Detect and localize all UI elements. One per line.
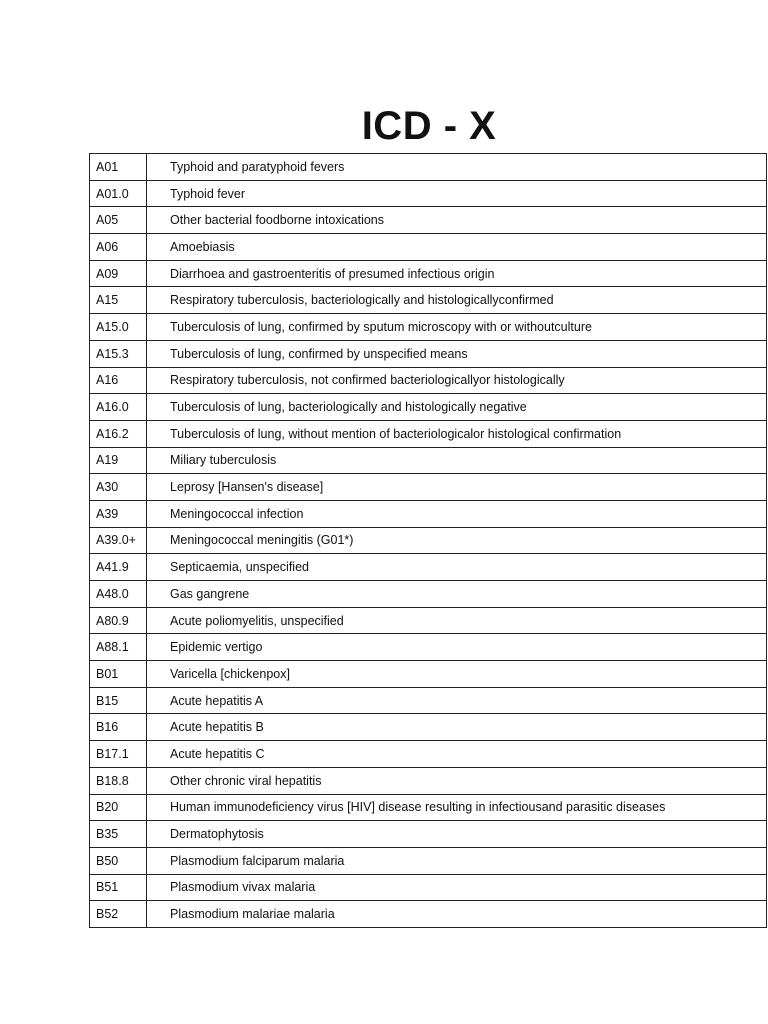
icd-code-cell: A15.0 bbox=[90, 314, 147, 341]
icd-description-cell: Septicaemia, unspecified bbox=[147, 554, 767, 581]
table-row bbox=[90, 447, 767, 474]
table-row bbox=[90, 234, 767, 261]
icd-code-cell: A30 bbox=[90, 474, 147, 501]
icd-description-cell: Other chronic viral hepatitis bbox=[147, 767, 767, 794]
icd-description-cell: Human immunodeficiency virus [HIV] disease resulting in infectiousand parasitic diseases bbox=[147, 794, 767, 821]
icd-code-cell: A15.3 bbox=[90, 340, 147, 367]
icd-code-cell: A39.0+ bbox=[90, 527, 147, 554]
icd-description-cell: Respiratory tuberculosis, bacteriologically and histologicallyconfirmed bbox=[147, 287, 767, 314]
table-row bbox=[90, 367, 767, 394]
table-row bbox=[90, 847, 767, 874]
icd-code-table-body bbox=[90, 154, 767, 928]
table-row bbox=[90, 661, 767, 688]
icd-description-cell: Dermatophytosis bbox=[147, 821, 767, 848]
icd-description-cell: Meningococcal meningitis (G01*) bbox=[147, 527, 767, 554]
icd-code-cell: B50 bbox=[90, 847, 147, 874]
icd-code-cell: A16.2 bbox=[90, 420, 147, 447]
icd-code-cell: B15 bbox=[90, 687, 147, 714]
icd-code-cell: B17.1 bbox=[90, 741, 147, 768]
icd-code-cell: A06 bbox=[90, 234, 147, 261]
icd-code-cell: A01.0 bbox=[90, 180, 147, 207]
icd-code-cell: B35 bbox=[90, 821, 147, 848]
icd-code-cell: A09 bbox=[90, 260, 147, 287]
table-row bbox=[90, 687, 767, 714]
table-row bbox=[90, 581, 767, 608]
table-row bbox=[90, 154, 767, 181]
table-row bbox=[90, 741, 767, 768]
icd-code-cell: B16 bbox=[90, 714, 147, 741]
table-row bbox=[90, 180, 767, 207]
icd-code-cell: A48.0 bbox=[90, 581, 147, 608]
table-row bbox=[90, 554, 767, 581]
page-title: ICD - X bbox=[361, 104, 497, 148]
icd-description-cell: Tuberculosis of lung, confirmed by unspecified means bbox=[147, 340, 767, 367]
table-row bbox=[90, 901, 767, 928]
icd-description-cell: Varicella [chickenpox] bbox=[147, 661, 767, 688]
icd-description-cell: Respiratory tuberculosis, not confirmed bacteriologicallyor histologically bbox=[147, 367, 767, 394]
icd-code-cell: A41.9 bbox=[90, 554, 147, 581]
table-row bbox=[90, 874, 767, 901]
icd-description-cell: Typhoid fever bbox=[147, 180, 767, 207]
icd-description-cell: Amoebiasis bbox=[147, 234, 767, 261]
icd-code-cell: B01 bbox=[90, 661, 147, 688]
icd-description-cell: Leprosy [Hansen's disease] bbox=[147, 474, 767, 501]
icd-code-cell: A15 bbox=[90, 287, 147, 314]
icd-description-cell: Acute hepatitis A bbox=[147, 687, 767, 714]
icd-code-cell: A05 bbox=[90, 207, 147, 234]
icd-description-cell: Acute hepatitis C bbox=[147, 741, 767, 768]
table-row bbox=[90, 394, 767, 421]
table-row bbox=[90, 340, 767, 367]
table-row bbox=[90, 767, 767, 794]
icd-code-cell: A16 bbox=[90, 367, 147, 394]
icd-description-cell: Meningococcal infection bbox=[147, 500, 767, 527]
icd-code-cell: B52 bbox=[90, 901, 147, 928]
icd-code-cell: A88.1 bbox=[90, 634, 147, 661]
icd-code-cell: A01 bbox=[90, 154, 147, 181]
table-row bbox=[90, 287, 767, 314]
table-row bbox=[90, 794, 767, 821]
table-row bbox=[90, 207, 767, 234]
icd-code-cell: B20 bbox=[90, 794, 147, 821]
icd-description-cell: Acute poliomyelitis, unspecified bbox=[147, 607, 767, 634]
icd-code-cell: B18.8 bbox=[90, 767, 147, 794]
table-row bbox=[90, 821, 767, 848]
icd-description-cell: Gas gangrene bbox=[147, 581, 767, 608]
table-row bbox=[90, 260, 767, 287]
icd-description-cell: Plasmodium vivax malaria bbox=[147, 874, 767, 901]
icd-code-table bbox=[89, 153, 767, 928]
table-row bbox=[90, 474, 767, 501]
icd-description-cell: Diarrhoea and gastroenteritis of presumed infectious origin bbox=[147, 260, 767, 287]
icd-description-cell: Plasmodium falciparum malaria bbox=[147, 847, 767, 874]
table-row bbox=[90, 607, 767, 634]
icd-code-cell: A19 bbox=[90, 447, 147, 474]
table-row bbox=[90, 500, 767, 527]
icd-description-cell: Plasmodium malariae malaria bbox=[147, 901, 767, 928]
icd-description-cell: Typhoid and paratyphoid fevers bbox=[147, 154, 767, 181]
icd-code-cell: B51 bbox=[90, 874, 147, 901]
table-row bbox=[90, 420, 767, 447]
table-row bbox=[90, 527, 767, 554]
icd-code-cell: A39 bbox=[90, 500, 147, 527]
icd-description-cell: Epidemic vertigo bbox=[147, 634, 767, 661]
table-row bbox=[90, 314, 767, 341]
icd-code-cell: A80.9 bbox=[90, 607, 147, 634]
icd-description-cell: Acute hepatitis B bbox=[147, 714, 767, 741]
table-row bbox=[90, 714, 767, 741]
icd-description-cell: Miliary tuberculosis bbox=[147, 447, 767, 474]
icd-description-cell: Tuberculosis of lung, confirmed by sputum microscopy with or withoutculture bbox=[147, 314, 767, 341]
table-row bbox=[90, 634, 767, 661]
icd-description-cell: Tuberculosis of lung, bacteriologically and histologically negative bbox=[147, 394, 767, 421]
icd-description-cell: Tuberculosis of lung, without mention of bacteriologicalor histological confirmation bbox=[147, 420, 767, 447]
icd-description-cell: Other bacterial foodborne intoxications bbox=[147, 207, 767, 234]
icd-code-cell: A16.0 bbox=[90, 394, 147, 421]
